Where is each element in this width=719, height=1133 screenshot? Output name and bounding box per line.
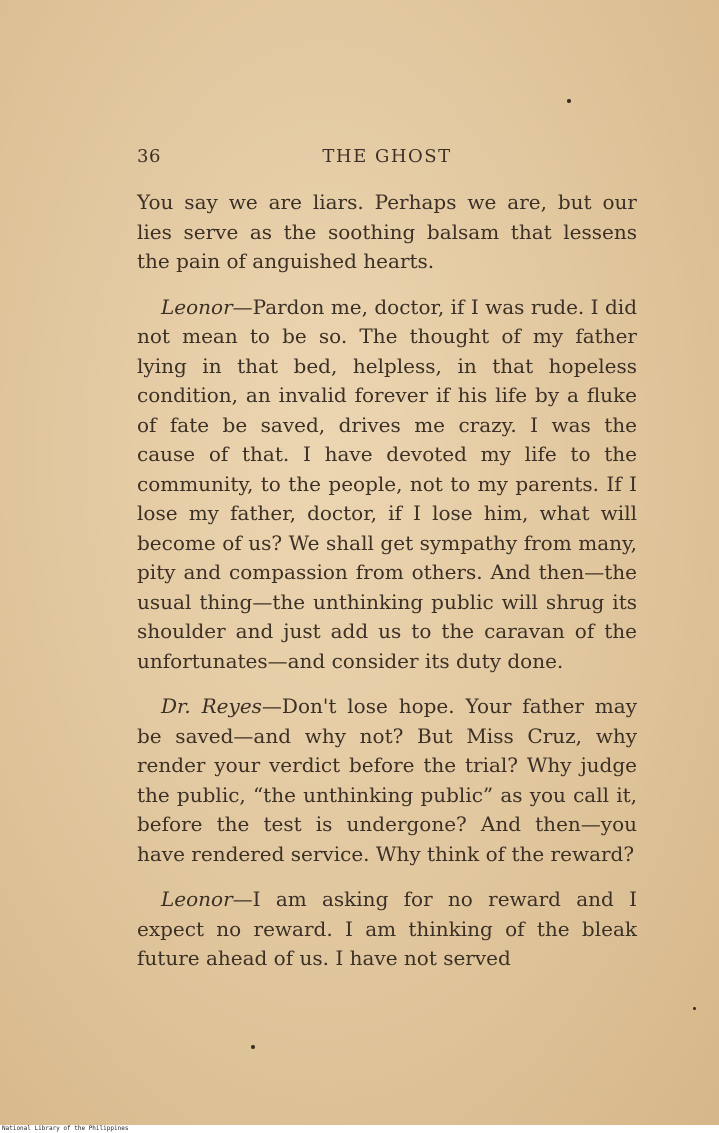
- running-title: THE GHOST: [322, 146, 452, 167]
- paragraph-text: You say we are liars. Perhaps we are, but our lies serve as the soothing balsam that lessens the pain of anguished hearts.: [137, 190, 637, 273]
- page-header: [137, 146, 637, 172]
- ink-speck: [567, 99, 571, 103]
- paragraph-1: [137, 188, 637, 277]
- speaker-name: Leonor: [161, 887, 233, 911]
- ink-speck: [693, 1007, 696, 1010]
- speaker-name: Leonor: [161, 294, 233, 319]
- paragraph-3: [137, 692, 637, 869]
- paragraph-text: —Pardon me, doctor, if I was rude. I did not mean to be so. The thought of my father lying in that bed, helpless, in that hopeless condition, an invalid forever if his life by a fluke of fate be saved, drives me crazy. I was the cause of that. I have devoted my life to the community, to the people, not to my parents. If I lose my father, doctor, if I lose him, what will become of us? We shall get sympathy from many, pity and compassion from others. And then—the usual thing—the unthinking public will shrug its shoulder and just add us to the caravan of the unfortunates—and consider its duty done.: [137, 294, 637, 673]
- body-text: [137, 188, 637, 990]
- paragraph-text: —I am asking for no reward and I expect no reward. I am thinking of the bleak future ahead of us. I have not served: [137, 887, 637, 970]
- paragraph-2: [137, 293, 637, 677]
- paragraph-4: [137, 885, 637, 974]
- speaker-name: Dr. Reyes: [161, 694, 262, 718]
- paragraph-text: —Don't lose hope. Your father may be saved—and why not? But Miss Cruz, why render your verdict before the trial? Why judge the public, “the unthinking public” as you call it, before the test is undergone? And then—you have rendered service. Why think of the reward?: [137, 694, 637, 866]
- scan-credit: National Library of the Philippines: [0, 1125, 719, 1133]
- page-number: 36: [137, 146, 161, 167]
- ink-speck: [251, 1045, 255, 1049]
